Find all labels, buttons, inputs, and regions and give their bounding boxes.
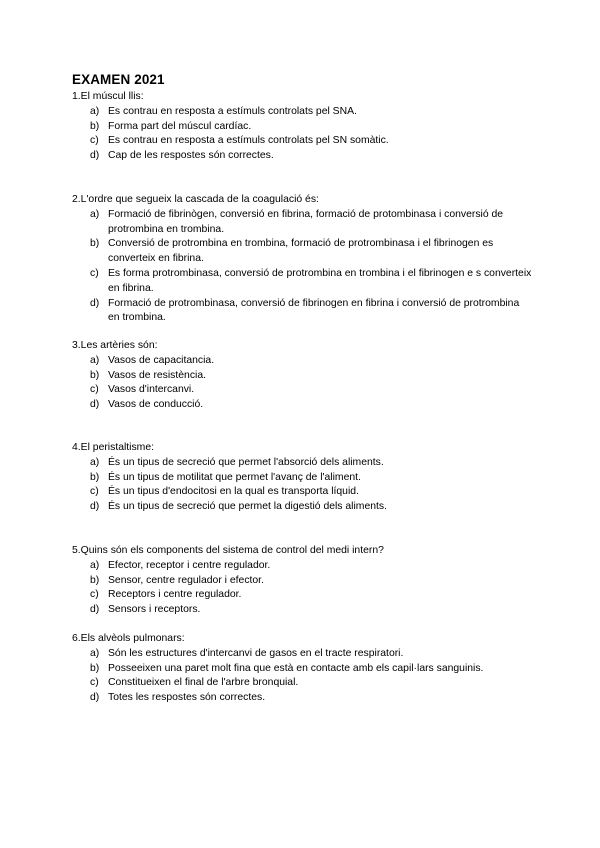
option-d	[72, 603, 532, 618]
option-c	[72, 267, 532, 297]
option-letter: d)	[90, 604, 100, 616]
option-list	[72, 647, 532, 706]
option-letter: b)	[90, 471, 100, 483]
option-d	[72, 691, 532, 706]
option-text: És un tipus de secreció que permet l'absorció dels aliments.	[108, 456, 384, 468]
option-text: És un tipus de secreció que permet la digestió dels aliments.	[108, 501, 387, 513]
option-d	[72, 500, 532, 515]
option-a	[72, 208, 532, 238]
option-d	[72, 398, 532, 413]
option-letter: c)	[90, 486, 99, 498]
option-text: Vasos de capacitancia.	[108, 354, 215, 366]
option-text: Cap de les respostes són correctes.	[108, 150, 274, 162]
option-text: Es contrau en resposta a estímuls controlats pel SN somàtic.	[108, 135, 389, 147]
option-letter: a)	[90, 559, 100, 571]
option-letter: a)	[90, 105, 100, 117]
option-letter: d)	[90, 399, 100, 411]
option-c	[72, 383, 532, 398]
option-d	[72, 297, 532, 327]
question-2	[72, 193, 532, 326]
option-text: És un tipus de motilitat que permet l'avanç de l'aliment.	[108, 471, 361, 483]
option-letter: a)	[90, 354, 100, 366]
option-text: Totes les respostes són correctes.	[108, 692, 266, 704]
option-letter: b)	[90, 238, 100, 250]
option-a	[72, 354, 532, 369]
option-a	[72, 559, 532, 574]
option-text: Es forma protrombinasa, conversió de protrombina en trombina i el fibrinogen e s converteix en fibrina.	[108, 267, 532, 294]
option-text: Posseeixen una paret molt fina que està en contacte amb els capil·lars sanguinis.	[108, 662, 484, 674]
option-b	[72, 369, 532, 384]
option-letter: d)	[90, 150, 100, 162]
option-c	[72, 676, 532, 691]
option-letter: c)	[90, 589, 99, 601]
option-text: Són les estructures d'intercanvi de gasos en el tracte respiratori.	[108, 647, 404, 659]
option-text: Sensor, centre regulador i efector.	[108, 574, 264, 586]
option-b	[72, 120, 532, 135]
option-letter: d)	[90, 692, 100, 704]
option-letter: b)	[90, 120, 100, 132]
option-b	[72, 471, 532, 486]
question-1	[72, 90, 532, 164]
question-text: 1.El múscul llis:	[72, 91, 144, 102]
option-c	[72, 485, 532, 500]
option-list	[72, 559, 532, 618]
option-d	[72, 149, 532, 164]
option-letter: c)	[90, 267, 99, 279]
option-letter: b)	[90, 369, 100, 381]
option-text: Receptors i centre regulador.	[108, 589, 242, 601]
option-text: Formació de protrombinasa, conversió de fibrinogen en fibrina i conversió de protrombina en trombina.	[108, 297, 520, 324]
option-letter: c)	[90, 135, 99, 147]
option-text: Constitueixen el final de l'arbre bronquial.	[108, 677, 299, 689]
option-letter: b)	[90, 574, 100, 586]
option-text: Formació de fibrinògen, conversió en fibrina, formació de protombinasa i conversió de protrombina en trombina.	[108, 208, 504, 235]
option-a	[72, 456, 532, 471]
option-text: Es contrau en resposta a estímuls controlats pel SNA.	[108, 105, 357, 117]
option-c	[72, 134, 532, 149]
question-5	[72, 544, 532, 618]
option-b	[72, 574, 532, 589]
option-list	[72, 105, 532, 164]
option-c	[72, 588, 532, 603]
question-text: 5.Quins són els components del sistema de control del medi intern?	[72, 545, 384, 556]
option-text: Vasos d'intercanvi.	[108, 384, 195, 396]
option-letter: d)	[90, 297, 100, 309]
option-b	[72, 662, 532, 677]
option-letter: d)	[90, 501, 100, 513]
question-4	[72, 441, 532, 515]
option-list	[72, 354, 532, 413]
option-letter: a)	[90, 208, 100, 220]
option-text: Vasos de resistència.	[108, 369, 206, 381]
option-letter: b)	[90, 662, 100, 674]
question-3	[72, 339, 532, 413]
question-text: 3.Les artèries són:	[72, 340, 158, 351]
option-letter: c)	[90, 384, 99, 396]
option-a	[72, 647, 532, 662]
option-text: Vasos de conducció.	[108, 399, 204, 411]
option-text: Efector, receptor i centre regulador.	[108, 559, 271, 571]
option-text: És un tipus d'endocitosi en la qual es transporta líquid.	[108, 486, 359, 498]
option-a	[72, 105, 532, 120]
option-list	[72, 208, 532, 326]
option-list	[72, 456, 532, 515]
option-text: Sensors i receptors.	[108, 604, 201, 616]
question-text: 6.Els alvèols pulmonars:	[72, 633, 185, 644]
option-text: Conversió de protrombina en trombina, formació de protrombinasa i el fibrinogen es converteix en fibrina.	[108, 238, 494, 265]
question-text: 4.El peristaltisme:	[72, 442, 154, 453]
exam-title: EXAMEN 2021	[72, 72, 165, 87]
option-letter: a)	[90, 456, 100, 468]
option-b	[72, 237, 532, 267]
question-text: 2.L'ordre que segueix la cascada de la coagulació és:	[72, 194, 319, 205]
option-letter: a)	[90, 647, 100, 659]
option-text: Forma part del múscul cardíac.	[108, 120, 252, 132]
question-6	[72, 632, 532, 706]
option-letter: c)	[90, 677, 99, 689]
